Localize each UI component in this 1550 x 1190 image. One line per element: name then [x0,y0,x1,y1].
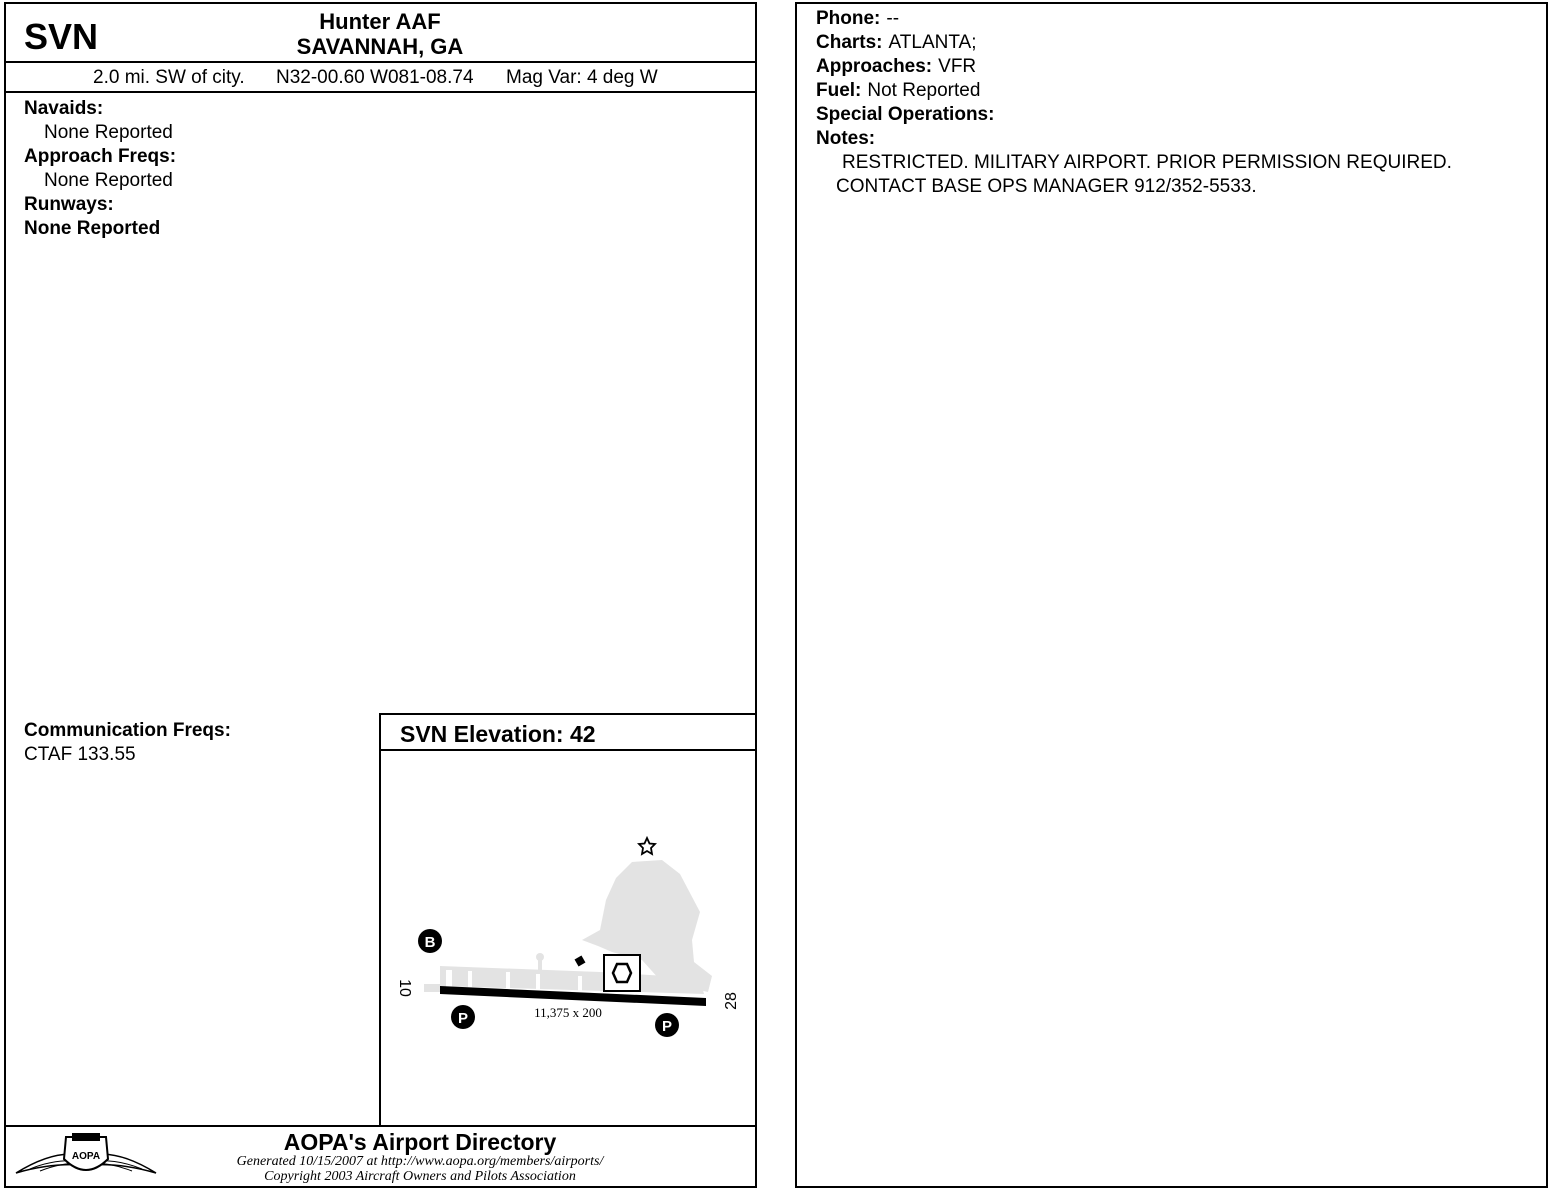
phone-row [816,7,899,31]
approaches-value: VFR [938,56,977,77]
runways-value: None Reported [24,218,161,239]
beacon-star-icon [639,838,655,854]
header-divider [4,61,757,63]
runway-dimensions: 11,375 x 200 [534,1005,602,1020]
airport-city: SAVANNAH, GA [296,34,464,59]
runway-28-label: 28 [723,992,740,1010]
runways-label: Runways: [24,194,114,215]
notes-line-1: RESTRICTED. MILITARY AIRPORT. PRIOR PERMISSION REQUIRED. [842,152,1452,173]
airport-ident: SVN [24,16,99,57]
footer-generated: Generated 10/15/2007 at http://www.aopa.org/members/airports/ [236,1154,604,1169]
charts-label: Charts: [816,32,883,53]
comm-freqs-label: Communication Freqs: [24,720,231,741]
marker-p-west-label: P [457,1010,469,1027]
approach-freqs-label: Approach Freqs: [24,146,177,167]
location-text: 2.0 mi. SW of city. [93,67,245,88]
footer-copyright: Copyright 2003 Aircraft Owners and Pilots Association [264,1169,576,1184]
elevation-title: SVN Elevation: 42 [400,721,596,747]
charts-value: ATLANTA; [888,32,977,53]
charts-row [816,31,977,55]
diagram-top-border [379,713,757,715]
aopa-logo [10,1129,162,1181]
marker-b-label: B [424,934,436,951]
phone-label: Phone: [816,8,881,29]
comm-freqs-value: CTAF 133.55 [24,744,136,765]
fuel-row [816,79,980,103]
approaches-label: Approaches: [816,56,933,77]
coordinates-text: N32-00.60 W081-08.74 [276,67,474,88]
airport-name: Hunter AAF [319,9,441,34]
notes-line-2: CONTACT BASE OPS MANAGER 912/352-5533. [836,176,1257,197]
footer-title: AOPA's Airport Directory [283,1129,557,1155]
runway-10-label: 10 [396,979,413,997]
magvar-text: Mag Var: 4 deg W [506,67,658,88]
building-marker [575,956,586,967]
control-tower-symbol [604,955,640,991]
navaids-value: None Reported [44,122,173,143]
fuel-label: Fuel: [816,80,862,101]
notes-label: Notes: [816,128,876,149]
special-ops-label: Special Operations: [816,104,995,125]
marker-p-east-label: P [661,1018,673,1035]
phone-value: -- [886,8,900,29]
fuel-value: Not Reported [867,80,981,101]
subheader-divider [4,91,757,93]
airport-diagram [381,751,755,1125]
footer-divider [4,1125,757,1127]
logo-text: AOPA [71,1151,101,1162]
navaids-label: Navaids: [24,98,104,119]
approaches-row [816,55,976,79]
approach-freqs-value: None Reported [44,170,173,191]
